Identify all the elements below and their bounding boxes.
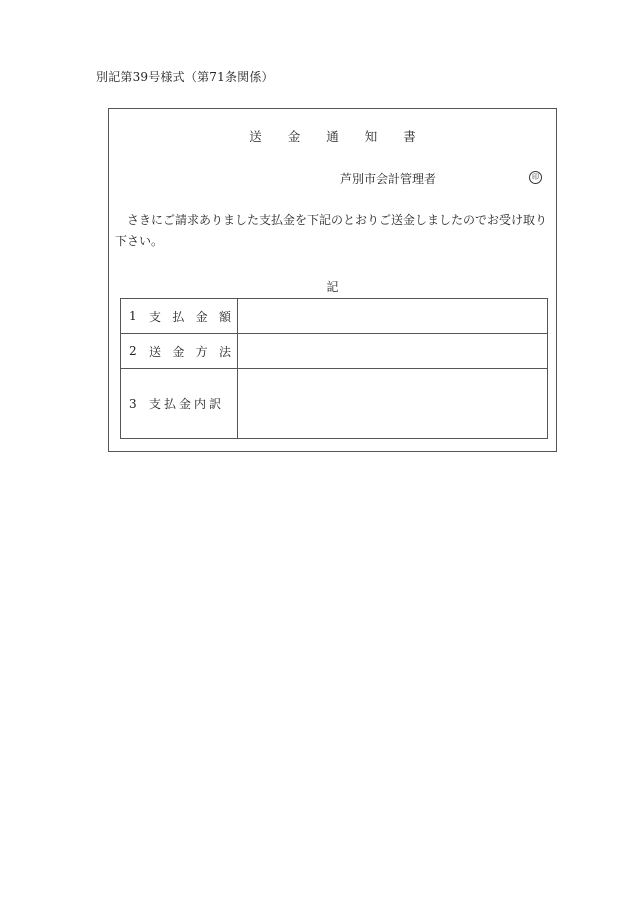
row-label <box>121 334 238 369</box>
label-char: 金 <box>195 309 208 324</box>
row-label-text <box>149 395 237 412</box>
notice-title <box>109 127 556 145</box>
table-row <box>121 369 548 439</box>
issuer-name: 芦別市会計管理者 <box>340 172 437 186</box>
title-char: 知 <box>364 129 378 144</box>
row-label <box>121 299 238 334</box>
remittance-notice-frame <box>108 108 557 452</box>
label-char: 送 <box>149 344 162 359</box>
label-char: 法 <box>218 344 231 359</box>
label-char: 払 <box>172 309 185 324</box>
row-label <box>121 369 238 439</box>
label-char: 方 <box>195 344 208 359</box>
row-label-text <box>149 343 237 360</box>
label-char: 訳 <box>209 397 222 411</box>
row-number: 3 <box>129 396 137 411</box>
row-number: 2 <box>129 344 137 358</box>
title-char: 送 <box>249 129 262 144</box>
label-char: 額 <box>218 309 231 324</box>
label-char: 支 <box>149 397 162 411</box>
row-label-text <box>149 308 237 325</box>
remittance-method-field[interactable] <box>238 334 548 369</box>
label-char: 金 <box>179 397 192 411</box>
items-table <box>120 298 548 439</box>
table-row <box>121 299 548 334</box>
seal-icon: 印 <box>529 171 542 184</box>
row-number: 1 <box>129 309 137 323</box>
form-heading: 別記第39号様式（第71条関係） <box>96 70 274 84</box>
notice-message: さきにご請求ありました支払金を下記のとおりご送金しましたのでお受け取り下さい。 <box>115 213 548 248</box>
label-char: 内 <box>194 397 207 411</box>
table-row <box>121 334 548 369</box>
label-char: 支 <box>149 309 162 324</box>
payment-amount-field[interactable] <box>238 299 548 334</box>
title-char: 金 <box>287 129 301 144</box>
ki-label: 記 <box>326 280 339 294</box>
title-char: 書 <box>403 129 416 144</box>
payment-breakdown-field[interactable] <box>238 369 548 439</box>
title-char: 通 <box>326 129 339 144</box>
label-char: 金 <box>172 344 185 359</box>
label-char: 払 <box>164 397 177 411</box>
